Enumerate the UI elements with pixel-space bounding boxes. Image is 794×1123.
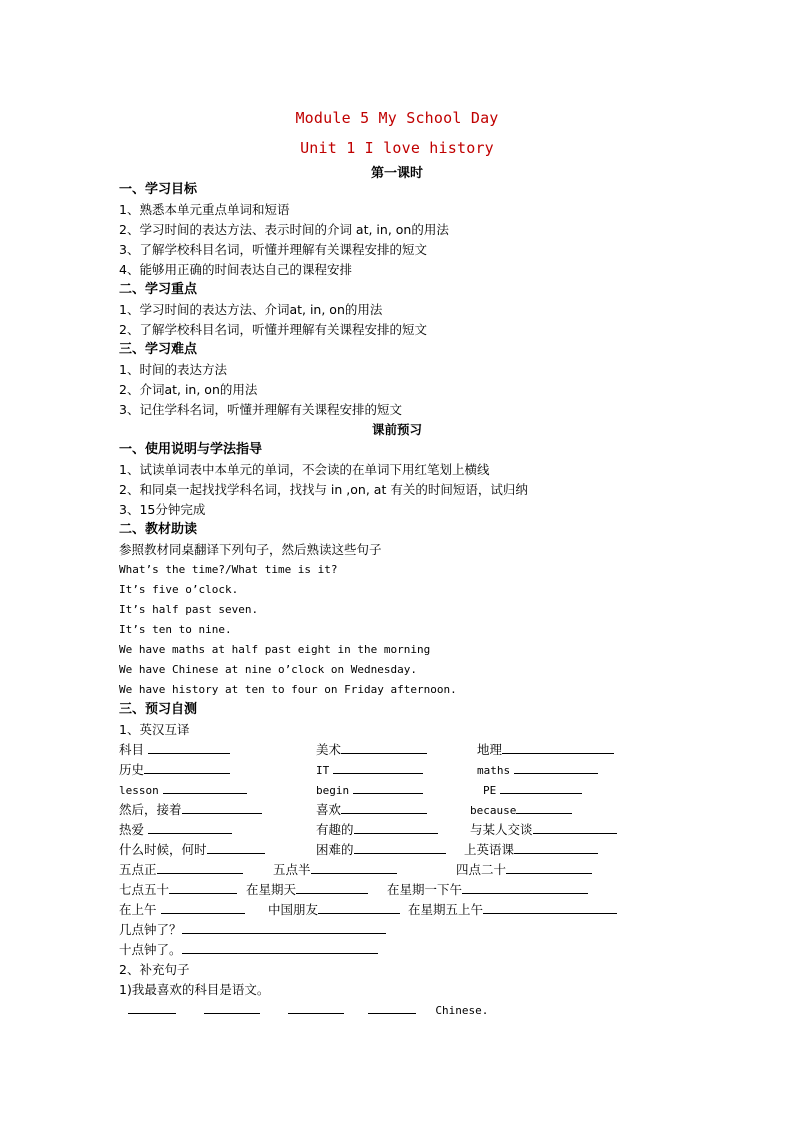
vocab-item: 七点五十 [119,882,237,898]
goal-item: 3、了解学校科目名词，听懂并理解有关课程安排的短文 [119,242,427,257]
answer-blank[interactable] [182,922,386,934]
vocab-item: 什么时候，何时 [119,842,265,858]
answer-blank[interactable] [163,782,247,794]
answer-blank[interactable] [311,862,397,874]
answer-blank[interactable] [354,822,438,834]
answer-blank[interactable] [368,1002,416,1014]
answer-blank[interactable] [516,802,572,814]
guide-item: 3、15分钟完成 [119,502,206,517]
vocab-item: 上英语课 [464,842,598,858]
answer-blank[interactable] [333,762,423,774]
vocab-item: lesson [119,782,247,799]
time-question: 几点钟了？ [119,922,386,938]
answer-blank[interactable] [462,882,588,894]
answer-blank[interactable] [533,822,617,834]
lesson-title: 第一课时 [370,166,423,181]
vocab-item: 在星期一下午 [387,882,588,898]
module-title: Module 5 My School Day [295,109,499,127]
vocab-item: 四点二十 [456,862,592,878]
vocab-item: maths [477,762,598,779]
vocab-item: 在上午 [119,902,245,918]
answer-blank[interactable] [500,782,582,794]
selftest-heading: 三、预习自测 [119,702,198,717]
vocab-item: 历史 [119,762,230,778]
answer-blank[interactable] [169,882,237,894]
vocab-item: 热爱 [119,822,232,838]
vocab-item: 喜欢 [316,802,427,818]
textbook-sentence: It’s five o’clock. [119,583,239,596]
answer-blank[interactable] [341,742,427,754]
time-question: 十点钟了。 [119,942,378,958]
preview-title: 课前预习 [371,422,422,437]
difficulty-item: 2、介词at, in, on的用法 [119,382,258,397]
vocab-item: 在星期五上午 [408,902,617,918]
difficulty-item: 1、时间的表达方法 [119,362,227,377]
vocab-item: 有趣的 [316,822,438,838]
vocab-item: IT [316,762,423,779]
answer-blank[interactable] [483,902,617,914]
guide-item: 1、试读单词表中本单元的单词，不会读的在单词下用红笔划上横线 [119,462,490,477]
goal-item: 2、学习时间的表达方法、表示时间的介词 at, in, on的用法 [119,222,449,237]
textbook-sentence: We have Chinese at nine o’clock on Wednesday. [119,663,418,676]
answer-blank[interactable] [148,742,230,754]
textbook-sentence: It’s ten to nine. [119,623,232,636]
vocab-item: 与某人交谈 [470,822,617,838]
answer-blank[interactable] [144,762,230,774]
answer-blank[interactable] [204,1002,260,1014]
answer-blank[interactable] [502,742,614,754]
vocab-item: 五点正 [119,862,243,878]
key-point-item: 2、了解学校科目名词，听懂并理解有关课程安排的短文 [119,322,427,337]
vocab-item: 在星期天 [246,882,368,898]
guide-item: 2、和同桌一起找找学科名词，找找与 in ,on, at 有关的时间短语，试归纳 [119,482,528,497]
answer-blank[interactable] [341,802,427,814]
vocab-item: begin [316,782,423,799]
vocab-item: because [470,802,572,819]
answer-blank[interactable] [506,862,592,874]
answer-blank[interactable] [207,842,265,854]
vocab-item: 然后，接着 [119,802,262,818]
answer-blank[interactable] [182,942,378,954]
textbook-sentence: We have maths at half past eight in the morning [119,643,431,656]
sentence-end-word: Chinese. [435,1004,489,1017]
sentence-blanks [128,1002,488,1019]
vocab-item: 科目 [119,742,230,758]
answer-blank[interactable] [354,842,446,854]
goal-item: 1、熟悉本单元重点单词和短语 [119,202,290,217]
answer-blank[interactable] [148,822,232,834]
selftest-sub2: 2、补充句子 [119,962,190,977]
key-point-item: 1、学习时间的表达方法、介词at, in, on的用法 [119,302,383,317]
answer-blank[interactable] [128,1002,176,1014]
selftest-sub1: 1、英汉互译 [119,722,190,737]
vocab-item: 美术 [316,742,427,758]
vocab-item: 中国朋友 [268,902,400,918]
textbook-sentence: We have history at ten to four on Friday afternoon. [119,683,457,696]
vocab-item: 五点半 [273,862,397,878]
difficulty-item: 3、记住学科名词，听懂并理解有关课程安排的短文 [119,402,402,417]
textbook-heading: 二、教材助读 [119,522,198,537]
answer-blank[interactable] [161,902,245,914]
unit-title: Unit 1 I love history [300,139,494,157]
guide-heading: 一、使用说明与学法指导 [119,442,263,457]
key-points-heading: 二、学习重点 [119,282,198,297]
vocab-item: 困难的 [316,842,446,858]
answer-blank[interactable] [182,802,262,814]
answer-blank[interactable] [353,782,423,794]
answer-blank[interactable] [157,862,243,874]
answer-blank[interactable] [514,762,598,774]
answer-blank[interactable] [288,1002,344,1014]
answer-blank[interactable] [318,902,400,914]
vocab-item: 地理 [477,742,614,758]
answer-blank[interactable] [514,842,598,854]
answer-blank[interactable] [296,882,368,894]
vocab-item: PE [483,782,582,799]
textbook-intro: 参照教材同桌翻译下列句子，然后熟读这些句子 [119,542,382,557]
sentence-prompt: 1)我最喜欢的科目是语文。 [119,982,270,997]
goal-item: 4、能够用正确的时间表达自己的课程安排 [119,262,352,277]
difficulties-heading: 三、学习难点 [119,342,198,357]
goals-heading: 一、学习目标 [119,182,198,197]
textbook-sentence: It’s half past seven. [119,603,259,616]
textbook-sentence: What’s the time?/What time is it? [119,563,338,576]
